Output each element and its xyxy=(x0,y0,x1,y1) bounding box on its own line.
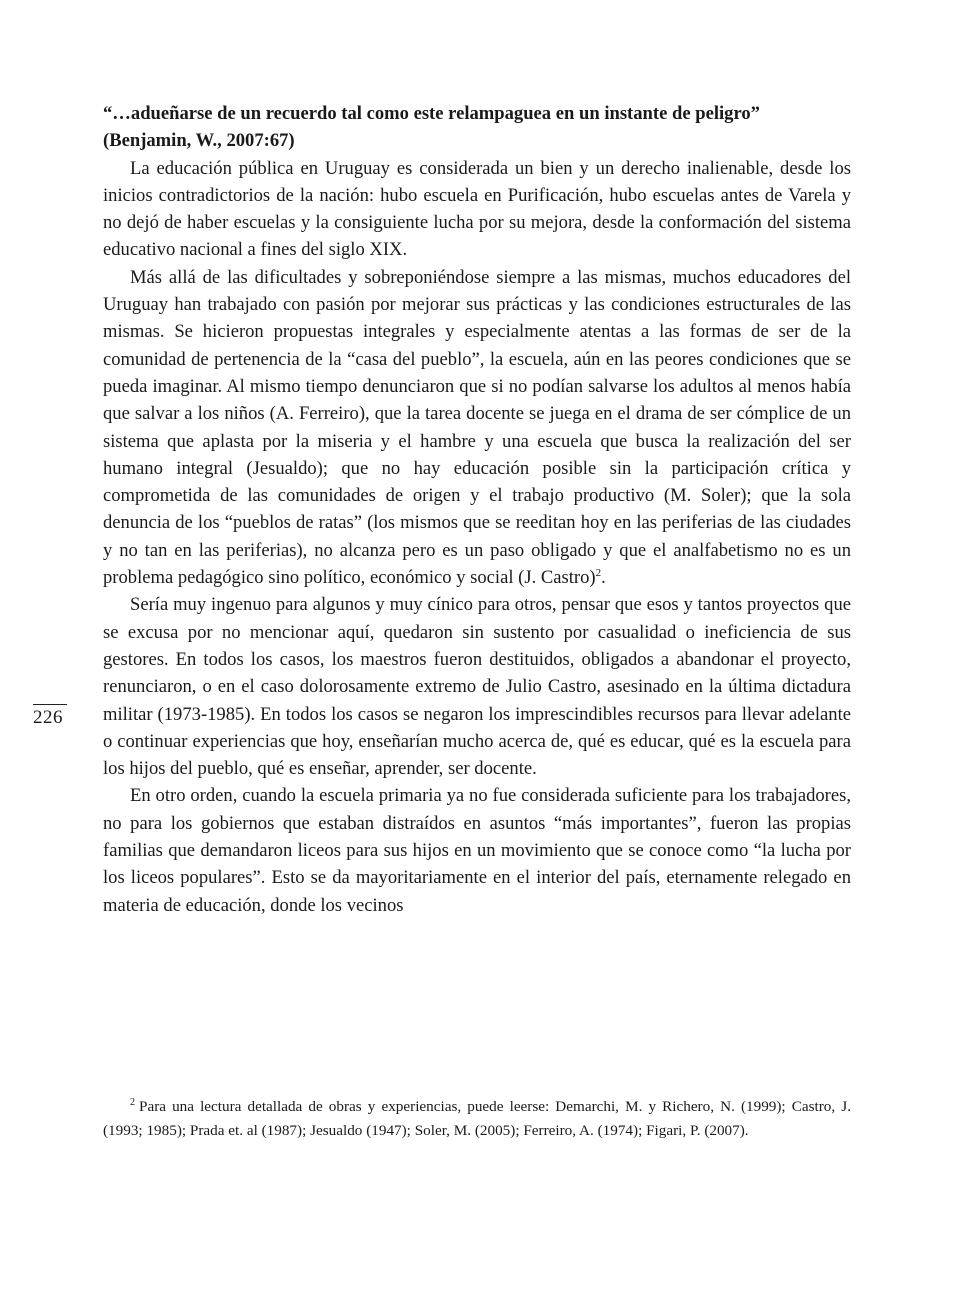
footnote-mark: 2 xyxy=(130,1096,135,1108)
footnote-text: Para una lectura detallada de obras y experiencias, puede leerse: Demarchi, M. y Richero, N. (1999); Castro, J. (1993; 1985); Prada et. al (1987); Jesualdo (1947); Soler, M. (2005); Ferreiro, A. (1974); Figari, P. (2007). xyxy=(103,1098,851,1139)
footnote-reference[interactable]: 2 xyxy=(595,566,602,579)
paragraph-3 xyxy=(103,591,851,782)
paragraph-text: La educación pública en Uruguay es considerada un bien y un derecho inalienable, desde los inicios contradictorios de la nación: hubo escuela en Purificación, hubo escuelas antes de Varela y no dejó de haber escuelas y la consiguiente lucha por su mejora, desde la conformación del sistema educativo nacional a fines del siglo XIX. xyxy=(103,157,851,261)
paragraph-text: En otro orden, cuando la escuela primaria ya no fue considerada suficiente para los trabajadores, no para los gobiernos que estaban distraídos en asuntos “más importantes”, fueron las propias familias que demandaron liceos para sus hijos en un movimiento que se conoce como “la lucha por los liceos populares”. Esto se da mayoritariamente en el interior del país, eternamente relegado en materia de educación, donde los vecinos xyxy=(103,785,851,916)
footnote xyxy=(103,1095,851,1142)
epigraph-citation: (Benjamin, W., 2007:67) xyxy=(103,130,295,152)
body-text xyxy=(103,100,851,919)
epigraph-quote: “…adueñarse de un recuerdo tal como este relampaguea en un instante de peligro” xyxy=(103,103,760,124)
paragraph-text: Más allá de las dificultades y sobreponiéndose siempre a las mismas, muchos educadores del Uruguay han trabajado con pasión por mejorar sus prácticas y las condiciones estructurales de las mismas. Se hicieron propuestas integrales y especialmente atentas a las formas de ser de la comunidad de pertenencia de la “casa del pueblo”, la escuela, aún en las peores condiciones que se pueda imaginar. Al mismo tiempo denunciaron que si no podían salvarse los adultos al menos había que salvar a los niños (A. Ferreiro), que la tarea docente se juega en el drama de ser cómplice de un sistema que aplasta por la miseria y el hambre y una escuela que busca la realización del ser humano integral (Jesualdo); que no hay educación posible sin la participación crítica y comprometida de las comunidades de origen y el trabajo productivo (M. Soler); que la sola denuncia de los “pueblos de ratas” (los mismos que se reeditan hoy en las periferias de las ciudades y no tan en las periferias), no alcanza pero es un paso obligado y que el analfabetismo no es un problema pedagógico sino político, económico y social (J. Castro) xyxy=(103,266,851,589)
paragraph-1 xyxy=(103,155,851,264)
page-number: 226 xyxy=(33,707,63,728)
paragraph-text: Sería muy ingenuo para algunos y muy cínico para otros, pensar que esos y tantos proyectos que se excusa por no mencionar aquí, quedaron sin sustento por casualidad o ineficiencia de sus gestores. En todos los casos, los maestros fueron destituidos, obligados a abandonar el proyecto, renunciaron, o en el caso dolorosamente extremo de Julio Castro, asesinado en la última dictadura militar (1973-1985). En todos los casos se negaron los imprescindibles recursos para llevar adelante o continuar experiencias que hoy, enseñarían mucho acerca de, qué es educar, qué es la escuela para los hijos del pueblo, qué es enseñar, aprender, ser docente. xyxy=(103,594,851,780)
footnotes-section xyxy=(103,1095,851,1142)
paragraph-2: Más allá de las dificultades y sobreponiéndose siempre a las mismas, muchos educadores del Uruguay han trabajado con pasión por mejorar sus prácticas y las condiciones estructurales de las mismas. Se hicieron propuestas integrales y especialmente atentas a las formas de ser de la comunidad de pertenencia de la “casa del pueblo”, la escuela, aún en las peores condiciones que se pueda imaginar. Al mismo tiempo denunciaron que si no podían salvarse los adultos al menos había que salvar a los niños (A. Ferreiro), que la tarea docente se juega en el drama de ser cómplice de un sistema que aplasta por la miseria y el hambre y una escuela que busca la realización del ser humano integral (Jesualdo); que no hay educación posible sin la participación crítica y comprometida de las comunidades de origen y el trabajo productivo (M. Soler); que la sola denuncia de los “pueblos de ratas” (los mismos que se reeditan hoy en las periferias de las ciudades y no tan en las periferias), no alcanza pero es un paso obligado y que el analfabetismo no es un problema pedagógico sino político, económico y social (J. Castro)$^2$. xyxy=(103,266,851,589)
paragraph-4 xyxy=(103,782,851,918)
page-number-rule xyxy=(33,704,67,705)
